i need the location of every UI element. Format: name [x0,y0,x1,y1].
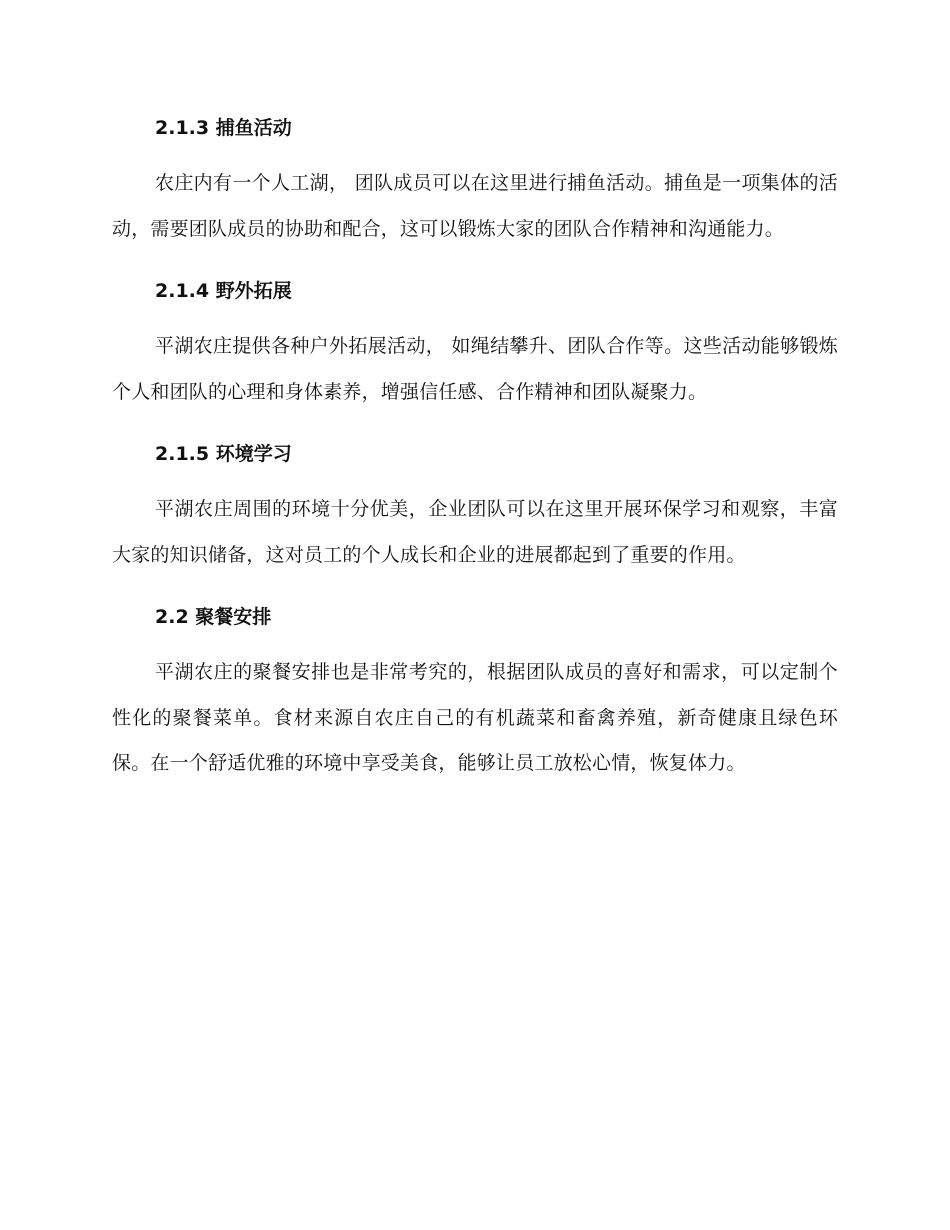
section-heading-fishing: 2.1.3 捕鱼活动 [155,117,292,139]
section-paragraph-environment: 平湖农庄周围的环境十分优美，企业团队可以在这里开展环保学习和观察，丰富大家的知识储备，这对员工的个人成长和企业的进展都起到了重要的作用。 [112,498,838,566]
section-paragraph-dining: 平湖农庄的聚餐安排也是非常考究的，根据团队成员的喜好和需求，可以定制个性化的聚餐菜单。食材来源自农庄自己的有机蔬菜和畜禽养殖，新奇健康且绿色环保。在一个舒适优雅的环境中享受美食，能够让员工放松心情，恢复体力。 [112,661,838,774]
section-heading-environment: 2.1.5 环境学习 [155,443,292,465]
section-heading-outdoor: 2.1.4 野外拓展 [155,280,292,302]
section-paragraph-fishing: 农庄内有一个人工湖， 团队成员可以在这里进行捕鱼活动。捕鱼是一项集体的活动，需要团队成员的协助和配合，这可以锻炼大家的团队合作精神和沟通能力。 [112,172,838,240]
section-heading-dining: 2.2 聚餐安排 [155,606,272,628]
section-paragraph-outdoor: 平湖农庄提供各种户外拓展活动， 如绳结攀升、团队合作等。这些活动能够锻炼个人和团队的心理和身体素养，增强信任感、合作精神和团队凝聚力。 [112,335,838,403]
